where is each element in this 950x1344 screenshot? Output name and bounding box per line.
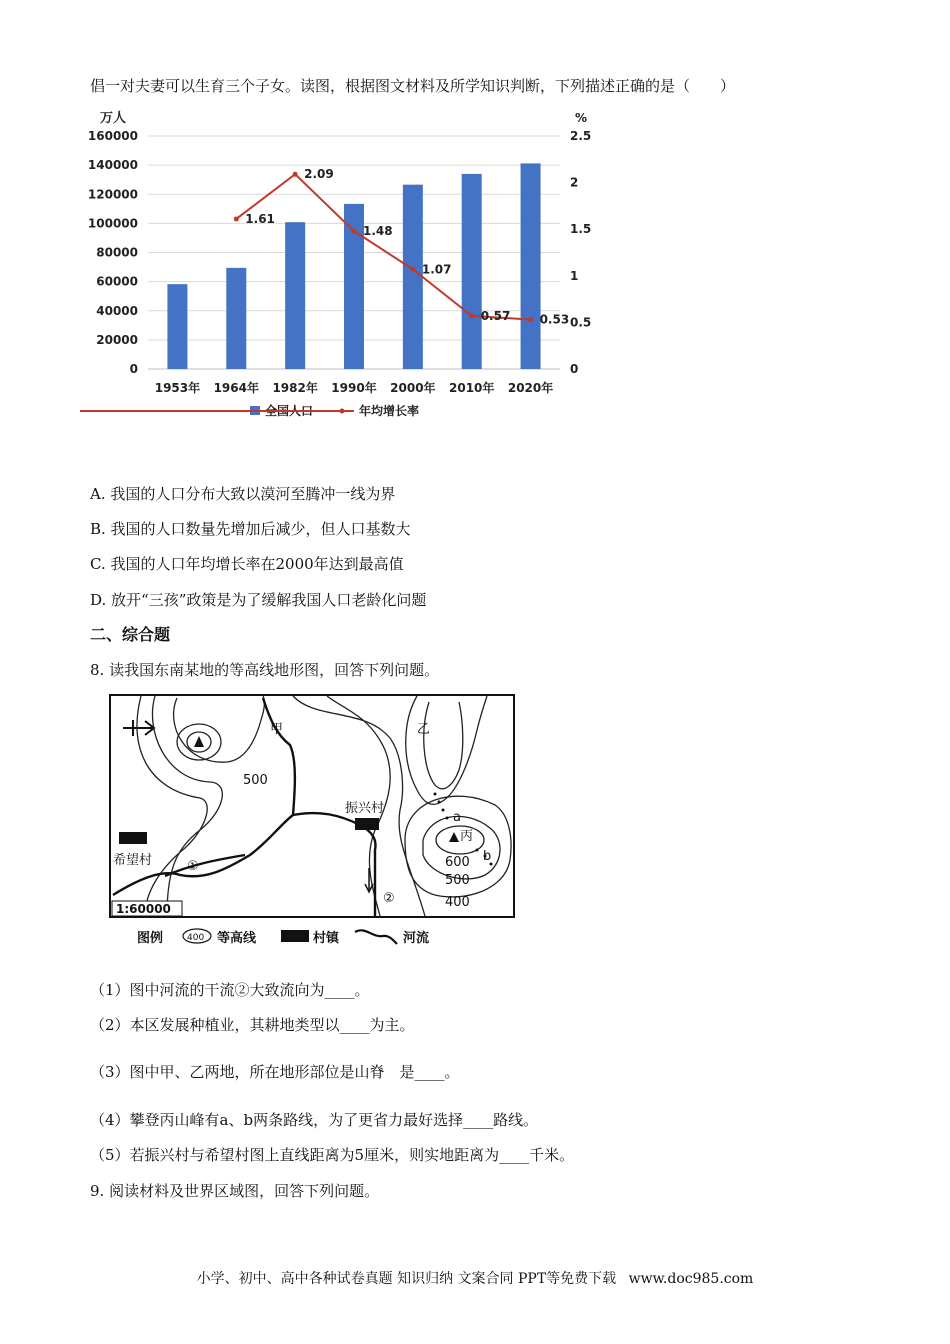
village-xiwang-icon [119,832,147,844]
right-axis-ticks [570,129,591,376]
left-tick-label: 140000 [87,158,138,173]
label-jia: 甲 [270,722,284,737]
population-bar [521,163,541,369]
growth-rate-label: 0.57 [480,308,511,323]
contour-label-400: 400 [445,895,470,910]
sub-question-1: （1）图中河流的干流②大致流向为____。 [90,981,370,999]
page-footer [0,1268,950,1288]
x-tick-label: 1964年 [213,381,259,395]
x-tick-label: 1990年 [331,381,377,395]
growth-rate-polyline [236,174,530,319]
footer-text: 小学、初中、高中各种试卷真题 知识归纳 文案合同 PPT等免费下载 [196,1271,617,1287]
growth-rate-point [234,216,239,221]
option-d: D. 放开“三孩”政策是为了缓解我国人口老龄化问题 [90,591,427,609]
legend-river-label: 河流 [403,931,430,946]
contour-map [105,690,525,952]
population-bar [167,284,187,369]
sub-question-5: （5）若振兴村与希望村图上直线距离为5厘米，则实地距离为____千米。 [90,1146,575,1164]
legend-contour-label: 等高线 [217,931,257,946]
right-tick-label: 1 [570,268,579,283]
growth-rate-label: 2.09 [304,167,334,182]
question-7-stem: 倡一对夫妻可以生育三个子女。读图，根据图文材料及所学知识判断，下列描述正确的是（ ） [90,77,736,95]
sub-question-3: （3）图中甲、乙两地，所在地形部位是山脊 是____。 [90,1063,460,1081]
contour-label-500-east: 500 [445,873,470,888]
population-bar [462,174,482,369]
growth-rate-label: 1.61 [245,211,275,226]
question-9-stem: 9. 阅读材料及世界区域图，回答下列问题。 [90,1182,380,1200]
legend-village-icon [281,930,309,942]
right-tick-label: 2.5 [570,129,592,143]
x-tick-label: 1982年 [272,381,318,395]
contour-label-500-west: 500 [243,773,268,788]
growth-rate-point [528,317,533,322]
question-8-stem: 8. 读我国东南某地的等高线地形图，回答下列问题。 [90,661,440,679]
x-tick-label: 2000年 [390,381,436,395]
legend-title: 图例 [137,931,164,946]
label-river-2: ② [383,891,395,906]
right-tick-label: 1.5 [570,222,592,237]
legend-river-icon [355,930,397,944]
growth-rate-point [469,313,474,318]
population-chart [80,100,620,430]
river [113,698,375,916]
left-tick-label: 80000 [96,245,138,260]
population-bar [285,222,305,369]
right-tick-label: 2 [570,175,579,190]
left-tick-label: 60000 [96,274,138,289]
peak-bing-marker-icon [449,832,459,842]
left-tick-label: 0 [129,362,138,376]
right-tick-label: 0.5 [570,315,592,330]
legend-bar-label: 全国人口 [265,404,314,418]
x-tick-label: 2010年 [449,381,495,395]
peak-marker-icon [194,736,204,747]
growth-rate-label: 1.07 [421,262,452,277]
label-bing: 丙 [460,829,474,844]
growth-rate-line [234,167,569,326]
legend-contour-number: 400 [187,933,205,943]
north-arrow-icon [123,720,154,736]
growth-rate-point [293,172,298,177]
left-axis-unit: 万人 [100,111,127,126]
footer-url[interactable]: www.doc985.com [628,1271,754,1287]
growth-rate-label: 1.48 [363,224,393,239]
option-c: C. 我国的人口年均增长率在2000年达到最高值 [90,555,404,573]
population-bar [226,268,246,369]
left-tick-label: 40000 [96,303,138,318]
label-route-b: b [483,849,492,864]
right-tick-label: 0 [570,362,579,376]
option-a: A. 我国的人口分布大致以漠河至腾冲一线为界 [90,485,396,503]
map-legend [137,929,429,946]
label-zhenxing: 振兴村 [345,801,385,816]
label-xiwang: 希望村 [113,853,153,868]
section-heading: 二、综合题 [90,625,171,644]
sub-question-2: （2）本区发展种植业，其耕地类型以____为主。 [90,1016,415,1034]
chart-legend [80,403,419,418]
legend-line-marker [340,409,345,414]
growth-rate-label: 0.53 [539,312,570,327]
left-axis-ticks [88,129,138,376]
legend-village-label: 村镇 [313,931,340,946]
village-zhenxing-icon [355,818,379,830]
option-b: B. 我国的人口数量先增加后减少，但人口基数大 [90,520,411,538]
x-tick-label: 2020年 [507,381,554,395]
x-tick-label: 1953年 [154,381,201,395]
left-tick-label: 160000 [87,129,138,143]
left-tick-label: 100000 [87,216,138,231]
label-river-1: ① [187,859,199,874]
contour-label-600: 600 [445,855,470,870]
scale-label: 1:60000 [116,902,171,916]
growth-rate-point [352,229,357,234]
sub-question-4: （4）攀登丙山峰有a、b两条路线，为了更省力最好选择____路线。 [90,1111,539,1129]
x-axis-labels [155,380,554,395]
left-tick-label: 20000 [96,332,138,347]
right-axis-unit: % [575,111,588,125]
legend-line-label: 年均增长率 [359,404,420,418]
label-yi: 乙 [417,722,431,737]
left-tick-label: 120000 [87,187,138,202]
population-bar [403,185,423,369]
growth-rate-point [410,267,415,272]
label-route-a: a [453,810,461,825]
